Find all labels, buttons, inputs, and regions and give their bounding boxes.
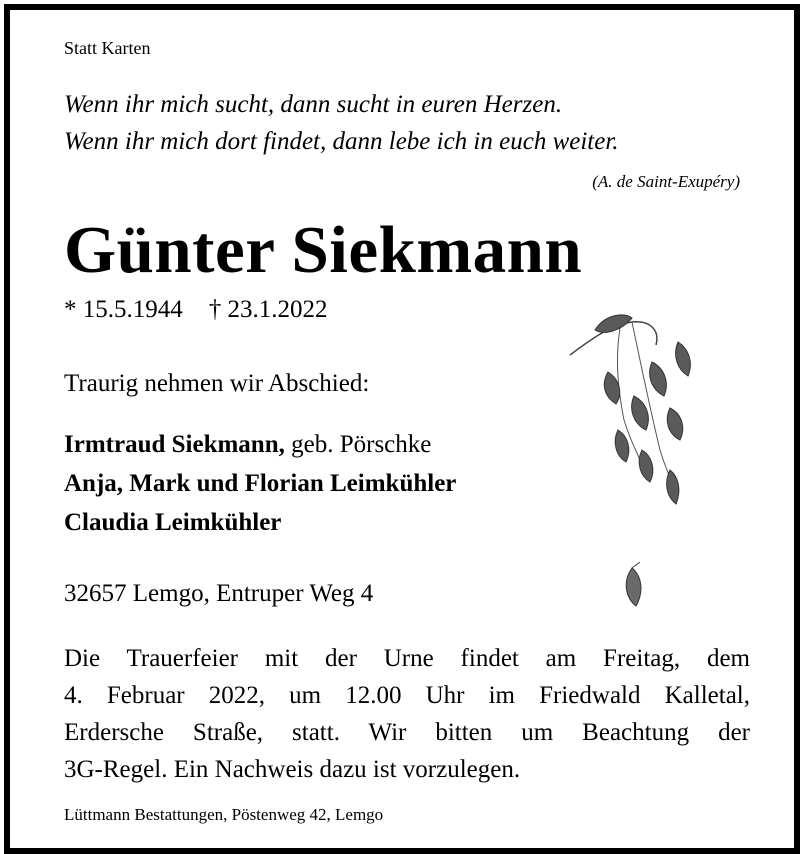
service-announcement [64,640,750,788]
service-line: Die Trauerfeier mit der Urne findet am Freitag, dem [64,645,750,672]
quote-author: (A. de Saint-Exupéry) [592,172,740,191]
family-address: 32657 Lemgo, Entruper Weg 4 [64,580,374,607]
birth-date: * 15.5.1944 [64,296,183,323]
header-note: Statt Karten [64,38,151,58]
mourner-extra: geb. Pörschke [284,431,432,458]
mourner-line [64,431,431,459]
quote-line-2: Wenn ihr mich dort findet, dann lebe ich in euch weiter. [64,128,619,155]
deceased-name: Günter Siekmann [64,213,583,287]
service-line: 3G-Regel. Ein Nachweis dazu ist vorzulegen. [64,756,521,783]
mourner-name: Irmtraud Siekmann, [64,431,285,458]
mourner-name: Claudia Leimkühler [64,509,282,536]
farewell-line: Traurig nehmen wir Abschied: [64,370,370,397]
mourner-line [64,509,281,537]
birch-twig-leaves-icon [560,300,710,620]
mourner-name: Anja, Mark und Florian Leimkühler [64,470,457,497]
service-line: Erdersche Straße, statt. Wir bitten um Beachtung der [64,719,750,746]
mourner-line [64,470,456,498]
life-dates [64,296,328,324]
funeral-home-footer: Lüttmann Bestattungen, Pöstenweg 42, Lemgo [64,805,384,824]
service-line: 4. Februar 2022, um 12.00 Uhr im Friedwald Kalletal, [64,682,750,709]
death-date: † 23.1.2022 [208,296,328,323]
quote-line-1: Wenn ihr mich sucht, dann sucht in euren Herzen. [64,91,563,118]
